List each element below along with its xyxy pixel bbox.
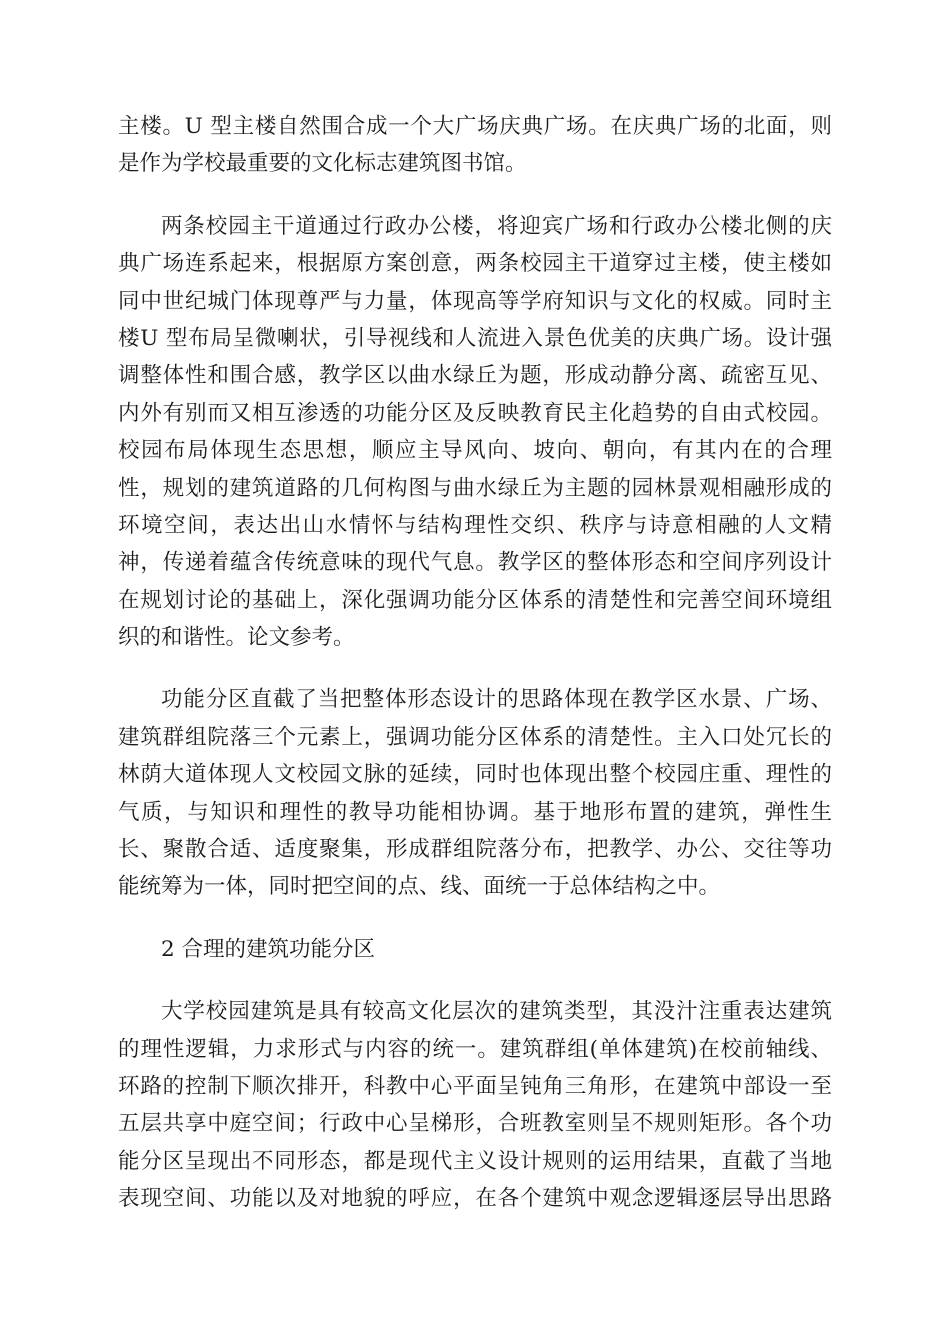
text-line: 内外有别而又相互渗透的功能分区及反映教育民主化趋势的自由式校园。 xyxy=(118,400,832,426)
text-line: 长、聚散合适、适度聚集，形成群组院落分布，把教学、办公、交往等功 xyxy=(118,837,832,863)
text-line: 能分区呈现出不同形态，都是现代主义设计规则的运用结果，直截了当地 xyxy=(118,1148,832,1174)
section-heading xyxy=(118,931,832,968)
text-line: 气质，与知识和理性的教导功能相协调。基于地形布置的建筑，弹性生 xyxy=(118,799,832,825)
text-line: 性，规划的建筑道路的几何构图与曲水绿丘为主题的园林景观相融形成的 xyxy=(118,475,832,501)
text-line: 调整体性和围合感，教学区以曲水绿丘为题，形成动静分离、疏密互见、 xyxy=(118,363,832,389)
paragraph-4 xyxy=(118,993,832,1217)
text-line: 环境空间，表达出山水情怀与结构理性交织、秩序与诗意相融的人文精 xyxy=(118,512,832,538)
text-line: 楼U 型布局呈微喇状，引导视线和人流进入景色优美的庆典广场。设计强 xyxy=(118,325,832,351)
text-line: 典广场连系起来，根据原方案创意，两条校园主干道穿过主楼，使主楼如 xyxy=(118,251,832,277)
text-line: 主楼。U 型主楼自然围合成一个大广场庆典广场。在庆典广场的北面，则 xyxy=(118,114,832,139)
paragraph-3 xyxy=(118,681,832,905)
text-line: 两条校园主干道通过行政办公楼，将迎宾广场和行政办公楼北侧的庆 xyxy=(161,213,832,239)
document-page xyxy=(118,108,832,1243)
text-line: 在规划讨论的基础上，深化强调功能分区体系的清楚性和完善空间环境组 xyxy=(118,587,832,613)
text-line: 织的和谐性。论文参考。 xyxy=(118,625,355,651)
text-line: 的理性逻辑，力求形式与内容的统一。建筑群组(单体建筑)在校前轴线、 xyxy=(118,1036,832,1062)
text-line: 神，传递着蕴含传统意味的现代气息。教学区的整体形态和空间序列设计 xyxy=(118,550,832,576)
text-line: 五层共享中庭空间；行政中心呈梯形，合班教室则呈不规则矩形。各个功 xyxy=(118,1111,832,1137)
text-line: 是作为学校最重要的文化标志建筑图书馆。 xyxy=(118,151,527,177)
text-line: 表现空间、功能以及对地貌的呼应，在各个建筑中观念逻辑逐层导出思路 xyxy=(118,1186,832,1212)
text-line: 校园布局体现生态思想，顺应主导风向、坡向、朝向，有其内在的合理 xyxy=(118,438,832,464)
text-line: 环路的控制下顺次排开，科教中心平面呈钝角三角形，在建筑中部设一至 xyxy=(118,1073,832,1099)
text-line: 功能分区直截了当把整体形态设计的思路体现在教学区水景、广场、 xyxy=(161,687,832,713)
paragraph-2 xyxy=(118,208,832,657)
text-line: 大学校园建筑是具有较高文化层次的建筑类型，其没汁注重表达建筑 xyxy=(161,999,832,1025)
section-heading-text: 2 合理的建筑功能分区 xyxy=(161,936,376,962)
paragraph-1 xyxy=(118,108,832,183)
text-line: 建筑群组院落三个元素上，强调功能分区体系的清楚性。主入口处冗长的 xyxy=(118,724,832,750)
text-line: 能统筹为一体，同时把空间的点、线、面统一于总体结构之中。 xyxy=(118,874,721,900)
text-line: 同中世纪城门体现尊严与力量，体现高等学府知识与文化的权威。同时主 xyxy=(118,288,832,314)
text-line: 林荫大道体现人文校园文脉的延续，同时也体现出整个校园庄重、理性的 xyxy=(118,762,832,788)
